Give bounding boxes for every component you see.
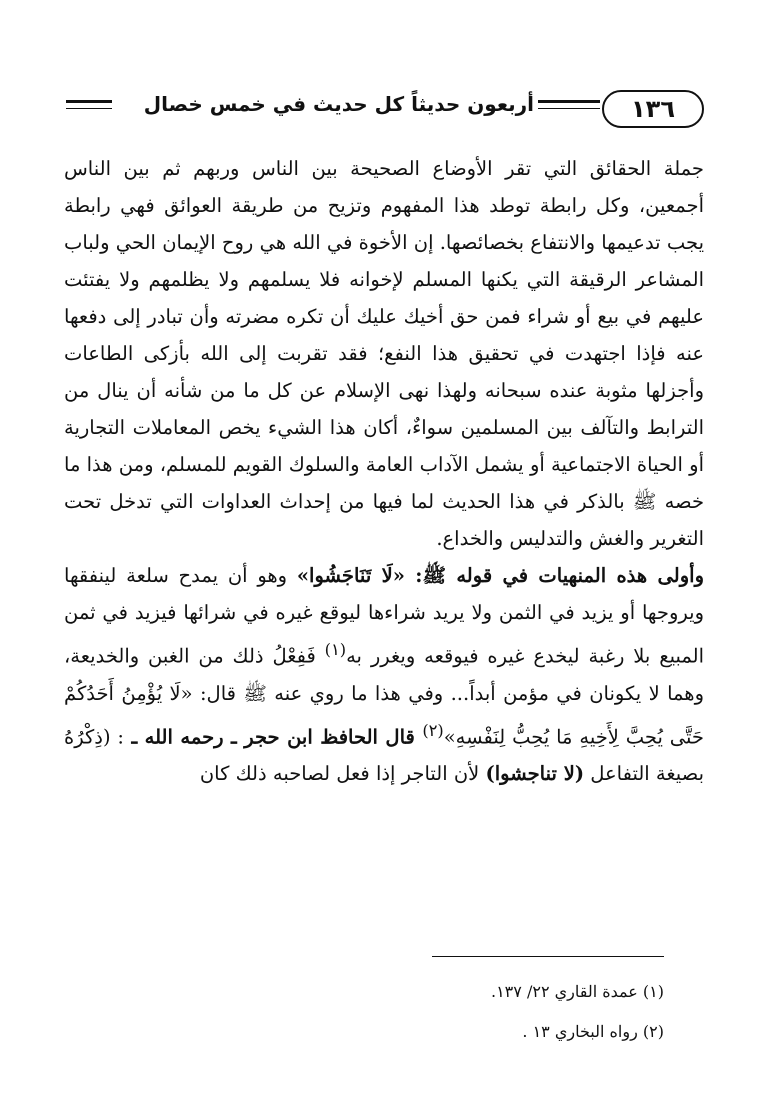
paragraph-1: جملة الحقائق التي تقر الأوضاع الصحيحة بين الناس وربهم ثم بين الناس أجمعين، وكل رابطة توطد هذا المفهوم وتزيح من طريقة العوائق فهي رابطة يجب تدعيمها والانتفاع بخصائصها. إن الأخوة في الله هي روح الإيمان الحي ولباب المشاعر الرقيقة التي يكنها المسلم لإخوانه فلا يسلمهم ولا يظلمهم ولا يفتئت عليهم في بيع أو شراء فمن حق أخيك عليك أن تكره مضرته وأن تبادر إلى دفعها عنه فإذا اجتهدت في تحقيق هذا النفع؛ فقد تقربت إلى الله بأزكى الطاعات وأجزلها مثوبة عنده سبحانه ولهذا نهى الإسلام عن كل ما من شأنه أن ينال من الترابط والتآلف بين المسلمين سواءٌ، أكان هذا الشيء يخص المعاملات التجارية أو الحياة الاجتماعية أو يشمل الآداب العامة والسلوك القويم للمسلم، ومن هذا ما خصه ﷺ بالذكر في هذا الحديث لما فيها من إحداث العداوات التي تدخل تحت التغرير والغش والتدليس والخداع.: [64, 157, 704, 550]
footnote-ref-1: (١): [324, 640, 347, 659]
paragraph-2-quote-attribution: قال الحافظ ابن حجر ـ رحمه الله ـ: [124, 725, 423, 748]
footnote-1: (١) عمدة القاري ٢٢/ ١٣٧.: [490, 982, 664, 1001]
paragraph-2-text-a: وهو أن يمدح سلعة لينفقها ويروجها أو يزيد في الثمن ولا يريد شراءها ليوقع غيره في شرائها فيزيد في ثمن المبيع بلا رغبة ليخدع غيره فيوقعه ويغرر به: [64, 564, 704, 668]
footnote-separator: [432, 956, 664, 957]
paragraph-2-lead: وأولى هذه المنهيات في قوله ﷺ: «لَا تَنَاجَشُوا»: [296, 564, 704, 587]
footnote-2: (٢) رواه البخاري ١٣ .: [522, 1022, 664, 1041]
paragraph-2-text-b: فَفِعْلُ ذلك من الغبن والخديعة، وهما لا يكونان في مؤمن أبداً... وفي هذا ما روي عنه ﷺ قال: «لَا يُؤْمِنُ أَحَدُكُمْ حَتَّى يُحِبَّ لِأَخِيهِ مَا يُحِبُّ لِنَفْسِهِ»: [64, 644, 704, 748]
footnotes: [64, 972, 664, 1052]
running-header: [66, 88, 704, 132]
header-title: أربعون حديثاً كل حديث في خمس خصال: [143, 92, 534, 116]
header-rule: [66, 108, 112, 109]
paragraph-2-text-d-bold: (لا تناجشوا): [485, 762, 585, 785]
header-rule: [538, 108, 600, 109]
paragraph-2-text-d: : (ذِكْرُهُ بصيغة التفاعل: [64, 725, 704, 785]
footnote-ref-2: (٢): [422, 720, 444, 740]
paragraph-2: [64, 557, 704, 792]
header-rule: [66, 100, 112, 103]
paragraph-2-text-e: لأن التاجر إذا فعل لصاحبه ذلك كان: [199, 762, 486, 785]
header-rule: [538, 100, 600, 103]
page-number: ١٣٦: [602, 90, 704, 128]
body-text: [64, 150, 704, 792]
